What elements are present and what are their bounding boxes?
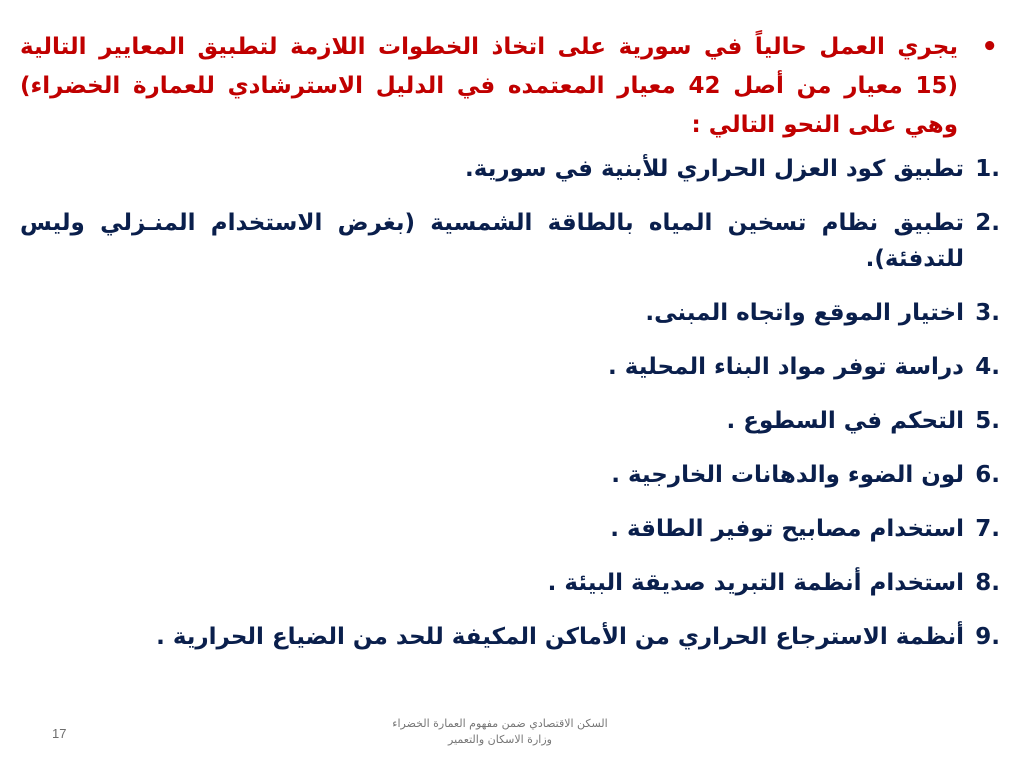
page-number: 17	[52, 726, 67, 741]
list-item	[20, 295, 1000, 331]
slide-content	[20, 28, 1000, 673]
item-number: 1.	[975, 156, 1000, 182]
item-text: أنظمة الاسترجاع الحراري من الأماكن المكيفة للحد من الضياع الحرارية .	[156, 624, 964, 650]
item-text: اختيار الموقع واتجاه المبنى.	[645, 300, 964, 326]
list-item	[20, 457, 1000, 493]
item-text: استخدام مصابيح توفير الطاقة .	[610, 516, 964, 542]
intro-text: يجري العمل حالياً في سورية على اتخاذ الخطوات اللازمة لتطبيق المعايير التالية (15 معيار من أصل 42 معيار المعتمده في الدليل الاسترشادي للعمارة الخضراء) وهي على النحو التالي :	[20, 34, 959, 138]
footer-line-2: وزارة الاسكان والتعمير	[448, 733, 552, 746]
item-number: 2.	[975, 210, 1000, 236]
list-item	[20, 619, 1000, 655]
list-item	[20, 403, 1000, 439]
list-item	[20, 205, 1000, 277]
list-item	[20, 349, 1000, 385]
item-number: 8.	[975, 570, 1000, 596]
item-number: 3.	[975, 300, 1000, 326]
standards-list	[20, 151, 1000, 655]
item-number: 4.	[975, 354, 1000, 380]
slide-footer	[320, 716, 680, 748]
item-text: استخدام أنظمة التبريد صديقة البيئة .	[547, 570, 964, 596]
item-text: دراسة توفر مواد البناء المحلية .	[608, 354, 964, 380]
item-number: 7.	[975, 516, 1000, 542]
item-text: تطبيق كود العزل الحراري للأبنية في سورية.	[465, 156, 964, 182]
item-number: 5.	[975, 408, 1000, 434]
footer-line-1: السكن الاقتصادي ضمن مفهوم العمارة الخضراء	[392, 717, 608, 730]
list-item	[20, 511, 1000, 547]
item-text: تطبيق نظام تسخين المياه بالطاقة الشمسية (بغرض الاستخدام المنـزلي وليس للتدفئة).	[20, 210, 964, 272]
item-number: 6.	[975, 462, 1000, 488]
bullet-icon: •	[981, 32, 998, 62]
item-text: لون الضوء والدهانات الخارجية .	[611, 462, 964, 488]
item-number: 9.	[975, 624, 1000, 650]
list-item	[20, 151, 1000, 187]
item-text: التحكم في السطوع .	[726, 408, 964, 434]
list-item	[20, 565, 1000, 601]
intro-paragraph	[20, 28, 1000, 145]
